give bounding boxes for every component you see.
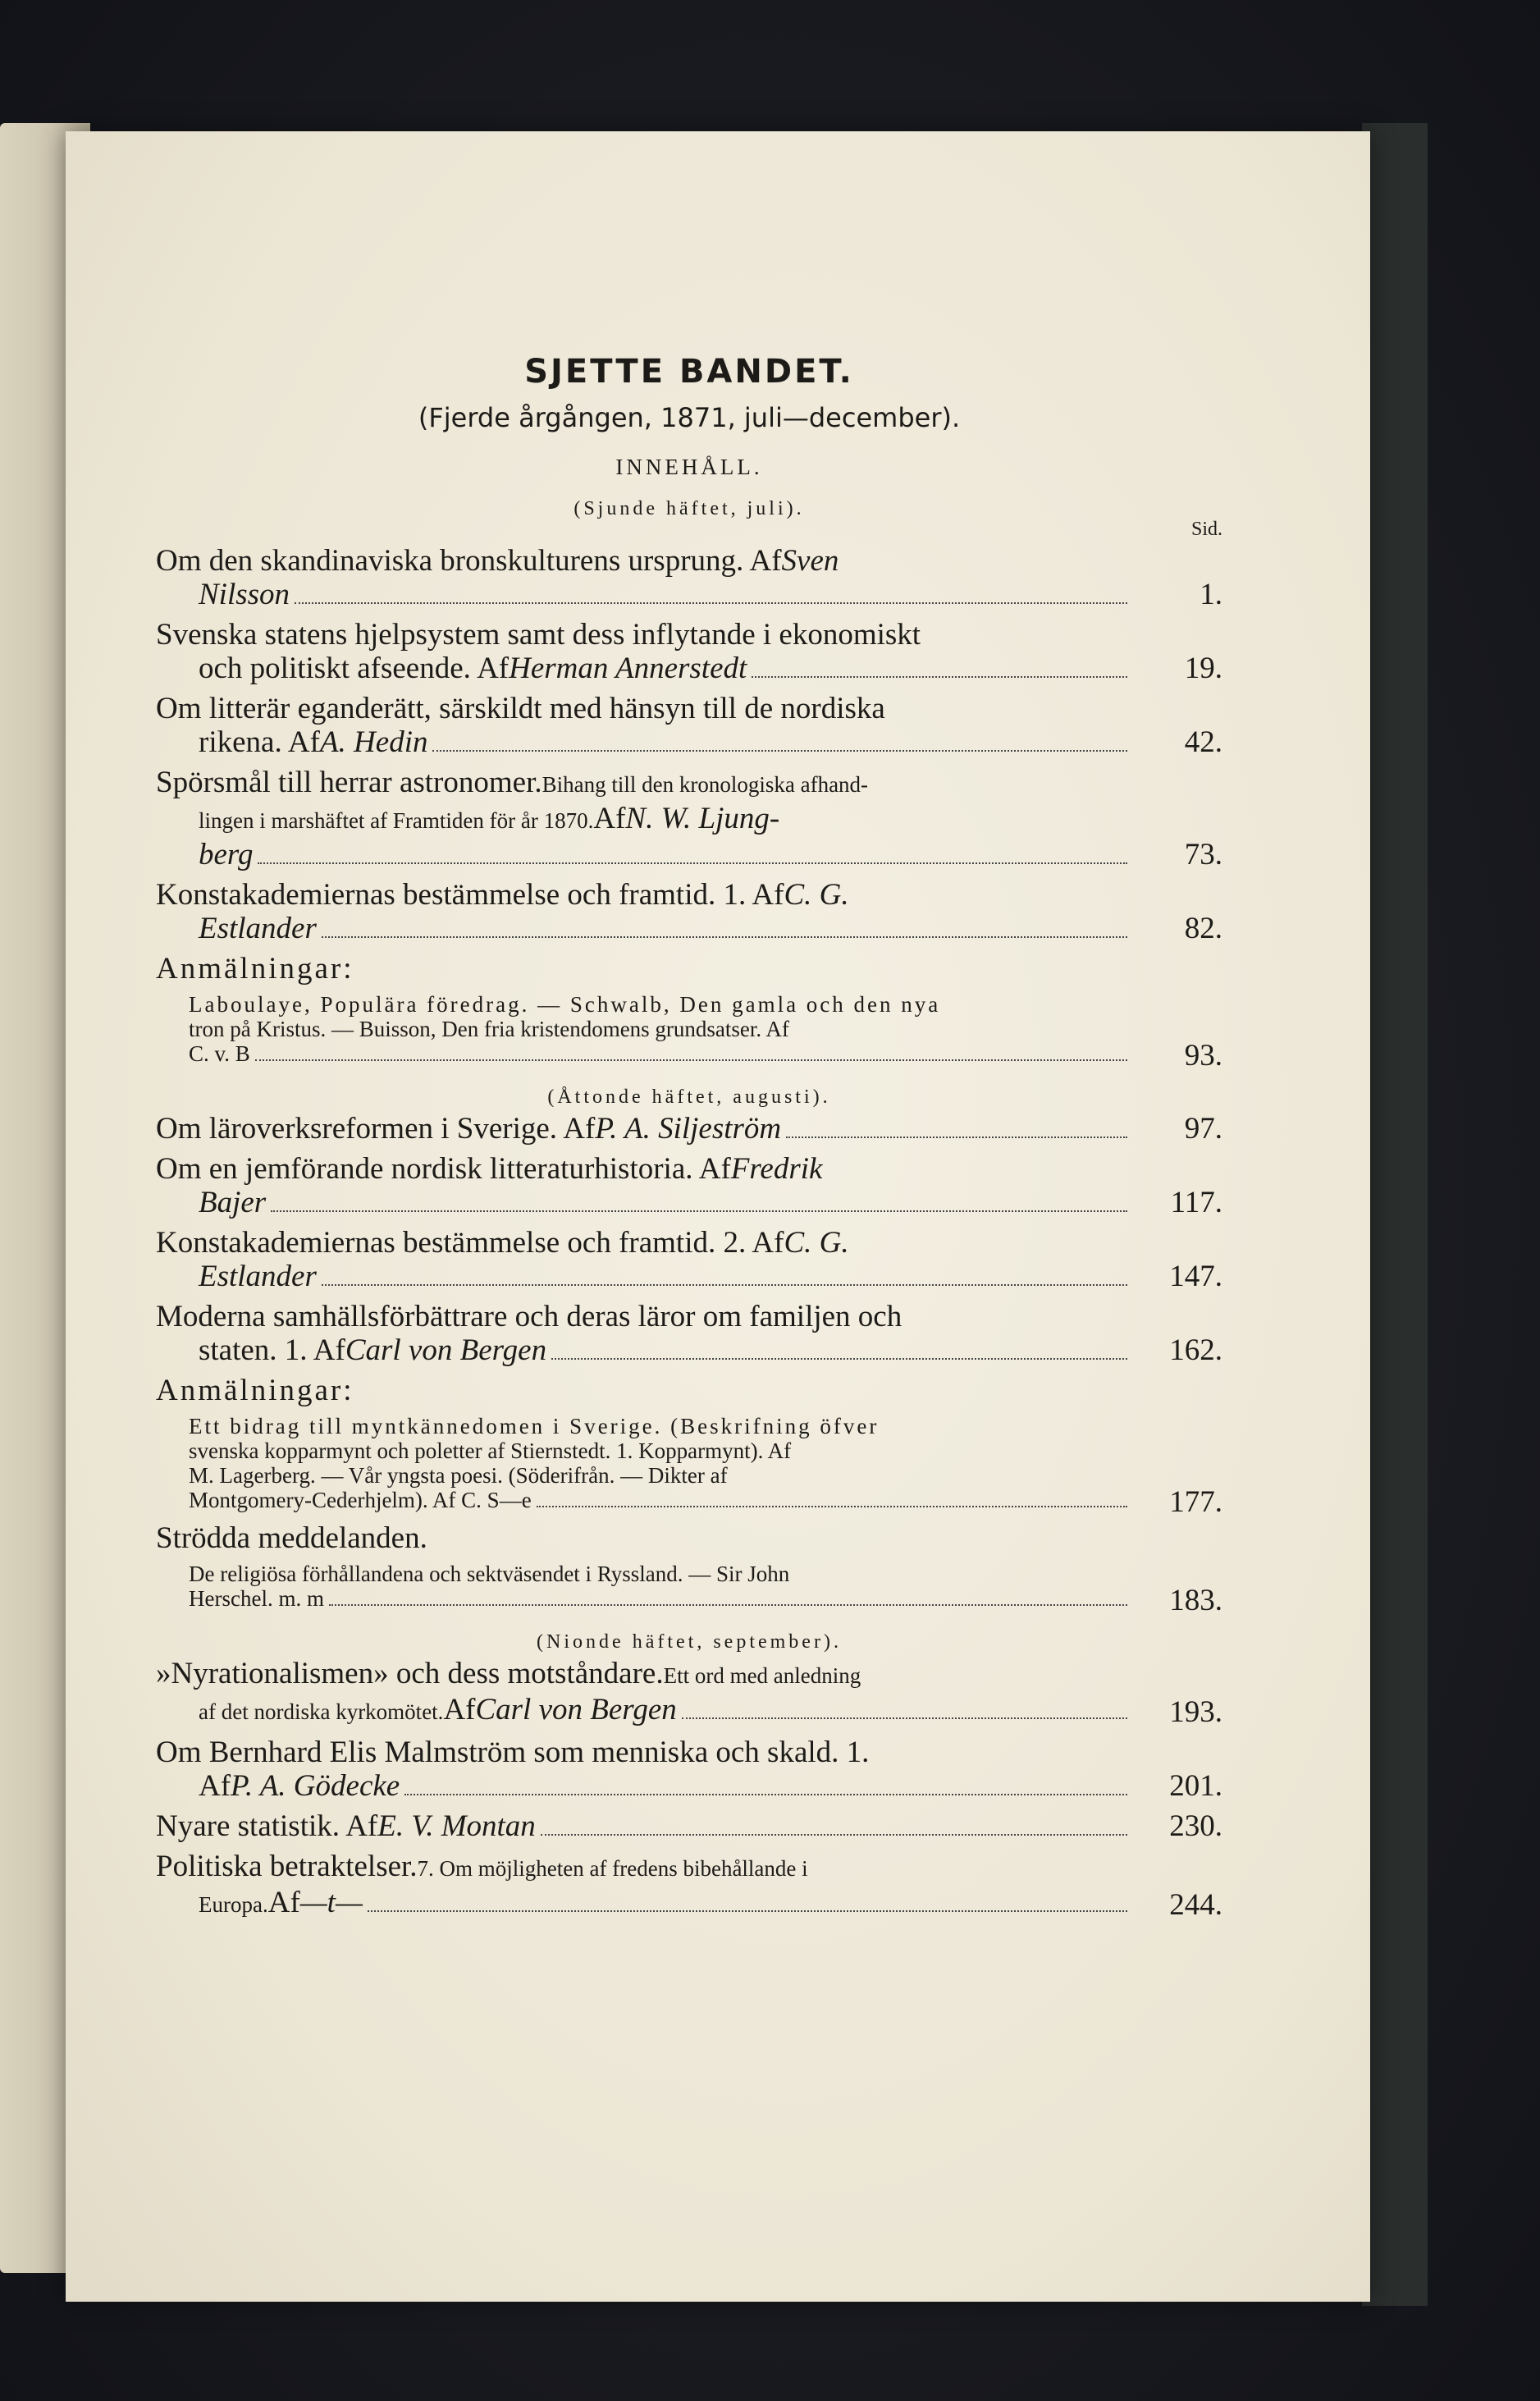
entry-subtext: Europa.: [199, 1892, 268, 1917]
section-heading-september: (Nionde häftet, september).: [537, 1631, 842, 1653]
entry-text: Af: [199, 1769, 231, 1803]
entry-text: Af: [593, 802, 626, 835]
entry-text: Svenska statens hjelpsystem samt dess inflytande i ekonomiskt: [156, 618, 921, 652]
page-number: 162.: [1169, 1333, 1222, 1367]
notice-text: tron på Kristus. — Buisson, Den fria kristendomens grundsatser. Af: [189, 1017, 789, 1041]
entry-text: Konstakademiernas bestämmelse och framtid. 2. Af: [156, 1226, 784, 1260]
misc-text: Herschel. m. m: [189, 1586, 324, 1611]
entry-text: Om Bernhard Elis Malmström som menniska och skald. 1.: [156, 1736, 870, 1769]
page-number: 73.: [1184, 838, 1222, 871]
entry-subtext: lingen i marshäftet af Framtiden för år 1870.: [199, 808, 594, 833]
page-number: 1.: [1200, 578, 1222, 611]
entry-text: Af: [267, 1886, 300, 1919]
entry-text: Politiska betraktelser.: [156, 1850, 418, 1883]
entry-author: berg: [199, 838, 254, 871]
entry-subtext: 7. Om möjligheten af fredens bibehållande i: [417, 1856, 808, 1881]
page-number: 183.: [1169, 1584, 1222, 1617]
entry-author: Bajer: [199, 1186, 267, 1219]
notices-label: Anmälningar:: [156, 952, 354, 986]
entry-author: A. Hedin: [319, 725, 428, 759]
notice-text: Montgomery-Cederhjelm). Af C. S—e: [189, 1488, 532, 1512]
entry-author: Estlander: [199, 912, 317, 945]
page-number: 117.: [1170, 1186, 1222, 1219]
notices-entry: [156, 1414, 1222, 1519]
entry-author: E. V. Montan: [377, 1809, 536, 1843]
toc-entry: [156, 1226, 1222, 1293]
table-of-contents: [156, 353, 1222, 1928]
entry-author: —t—: [299, 1886, 363, 1919]
entry-subtext: Ett ord med anledning: [663, 1663, 861, 1688]
entry-text: Nyare statistik. Af: [156, 1809, 378, 1843]
entry-subtext: af det nordiska kyrkomötet.: [199, 1699, 444, 1724]
page-number: 97.: [1184, 1112, 1222, 1146]
entry-author: P. A. Gödecke: [231, 1769, 400, 1803]
misc-label: Strödda meddelanden.: [156, 1521, 427, 1555]
page-number: 193.: [1169, 1695, 1222, 1729]
entry-author: Sven: [781, 544, 839, 578]
entry-author: P. A. Siljeström: [595, 1112, 782, 1146]
entry-author: C. G.: [784, 878, 849, 912]
entry-text: Spörsmål till herrar astronomer.: [156, 766, 542, 799]
notice-text: M. Lagerberg. — Vår yngsta poesi. (Söderifrån. — Dikter af: [189, 1463, 728, 1488]
notices-label: Anmälningar:: [156, 1374, 354, 1407]
entry-text: Om en jemförande nordisk litteraturhistoria. Af: [156, 1152, 731, 1186]
page-number: 244.: [1169, 1888, 1222, 1922]
notice-text: C. v. B: [189, 1041, 250, 1066]
entry-author: Carl von Bergen: [345, 1333, 547, 1367]
toc-entry: [156, 1850, 1222, 1922]
toc-entry: [156, 1300, 1222, 1367]
page-number: 147.: [1169, 1260, 1222, 1293]
entry-text: staten. 1. Af: [199, 1333, 345, 1367]
misc-entry: [156, 1562, 1222, 1617]
page-number: 42.: [1184, 725, 1222, 759]
entry-text: rikena. Af: [199, 725, 320, 759]
toc-entry: [156, 1152, 1222, 1219]
entry-author: Nilsson: [199, 578, 290, 611]
toc-entry: [156, 878, 1222, 945]
book-page: [66, 131, 1370, 2302]
page-column-label: Sid.: [1190, 519, 1222, 540]
toc-entry: [156, 766, 1222, 871]
volume-subtitle: (Fjerde årgången, 1871, juli—december).: [418, 402, 961, 433]
toc-entry: [156, 544, 1222, 611]
entry-text: Om litterär eganderätt, särskildt med hänsyn till de nordiska: [156, 692, 885, 725]
volume-title: SJETTE BANDET.: [524, 353, 854, 391]
entry-text: Om den skandinaviska bronskulturens ursprung. Af: [156, 544, 782, 578]
contents-heading: INNEHÅLL.: [615, 455, 763, 479]
page-number: 82.: [1184, 912, 1222, 945]
entry-author: Fredrik: [730, 1152, 823, 1186]
entry-text: Konstakademiernas bestämmelse och framtid. 1. Af: [156, 878, 784, 912]
notice-text: svenska kopparmynt och poletter af Stiernstedt. 1. Kopparmynt). Af: [189, 1438, 792, 1463]
toc-entry: [156, 1809, 1222, 1843]
entry-author: Carl von Bergen: [475, 1693, 677, 1726]
notice-text: Ett bidrag till myntkännedomen i Sverige. (Beskrifning öfver: [189, 1414, 880, 1438]
entry-text: Af: [443, 1693, 476, 1726]
toc-entry: [156, 1657, 1222, 1729]
page-number: 201.: [1169, 1769, 1222, 1803]
entry-text: »Nyrationalismen» och dess motståndare.: [156, 1657, 664, 1690]
notices-entry: [156, 992, 1222, 1072]
page-number: 177.: [1169, 1485, 1222, 1519]
entry-author: Estlander: [199, 1260, 317, 1293]
section-heading-august: (Åttonde häftet, augusti).: [547, 1086, 831, 1108]
toc-entry: [156, 1736, 1222, 1803]
page-number: 19.: [1184, 652, 1222, 685]
entry-text: och politiskt afseende. Af: [199, 652, 510, 685]
entry-author: N. W. Ljung-: [625, 802, 780, 835]
entry-author: Herman Annerstedt: [509, 652, 747, 685]
page-number: 230.: [1169, 1809, 1222, 1843]
toc-entry: [156, 692, 1222, 759]
toc-entry: [156, 1112, 1222, 1146]
entry-author: C. G.: [784, 1226, 849, 1260]
entry-subtext: Bihang till den kronologiska afhand-: [542, 772, 869, 797]
misc-text: De religiösa förhållandena och sektväsendet i Ryssland. — Sir John: [189, 1562, 790, 1586]
notice-text: Laboulaye, Populära föredrag. — Schwalb, Den gamla och den nya: [189, 992, 941, 1017]
entry-text: Om läroverksreformen i Sverige. Af: [156, 1112, 596, 1146]
page-number: 93.: [1184, 1039, 1222, 1072]
book-cover-board: [1362, 123, 1428, 2306]
toc-entry: [156, 618, 1222, 685]
section-heading-july: (Sjunde häftet, juli).: [574, 498, 805, 519]
entry-text: Moderna samhällsförbättrare och deras läror om familjen och: [156, 1300, 903, 1333]
